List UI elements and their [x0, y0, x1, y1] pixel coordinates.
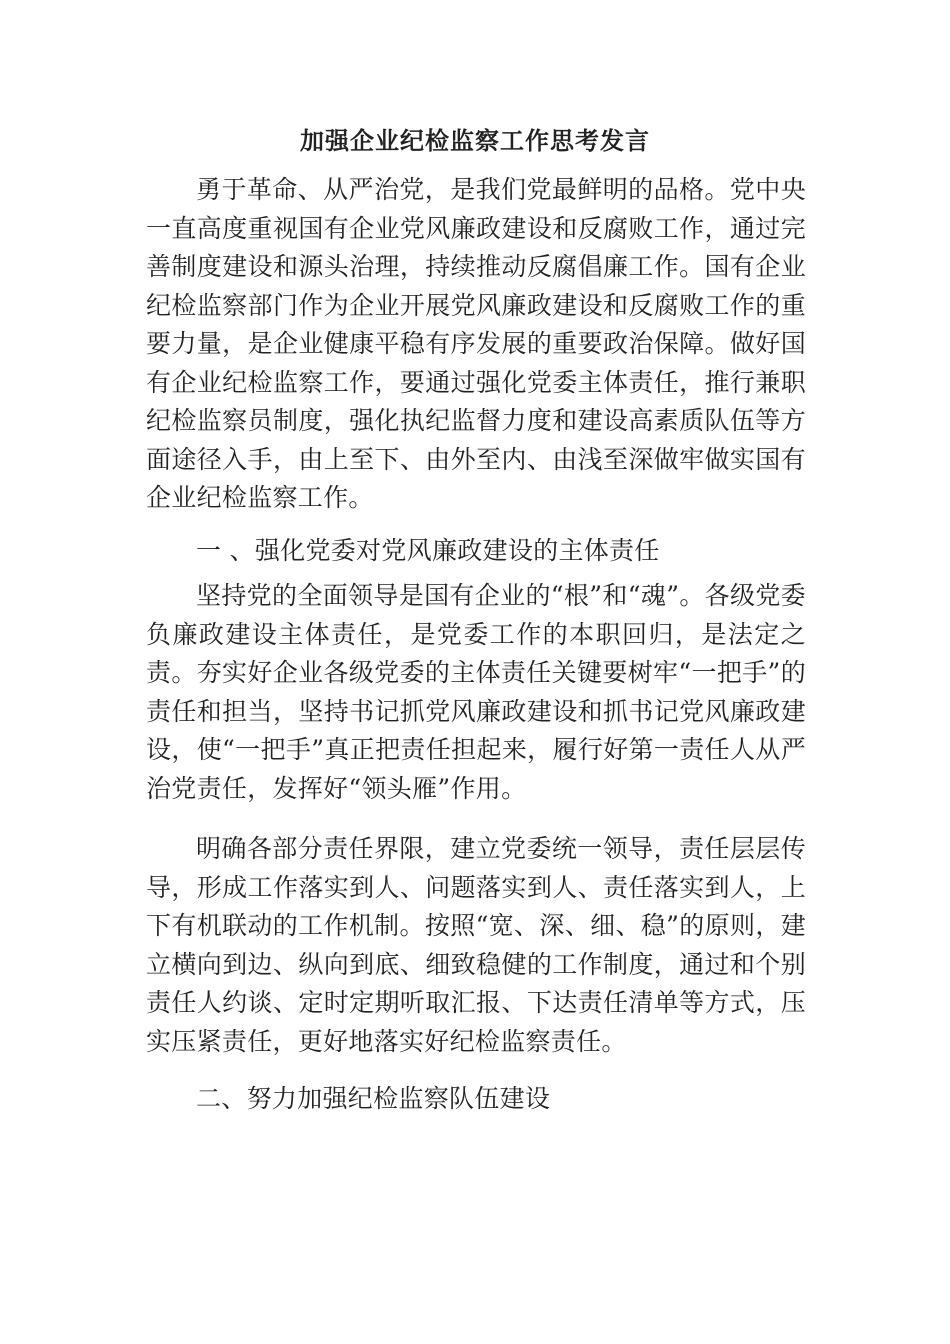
section1-paragraph-1: 坚持党的全面领导是国有企业的“根”和“魂”。各级党委负廉政建设主体责任，是党委工作的本职回归，是法定之责。夯实好企业各级党委的主体责任关键要树牢“一把手”的责任和担当，坚持书记抓党风廉政建设和抓书记党风廉政建设，使“一把手”真正把责任担起来，履行好第一责任人从严治党责任，发挥好“领头雁”作用。 [146, 581, 806, 803]
document-title: 加强企业纪检监察工作思考发言 [300, 126, 650, 155]
section-heading-1: 一 、强化党委对党风廉政建设的主体责任 [196, 536, 660, 565]
section-heading-2: 二、努力加强纪检监察队伍建设 [196, 1084, 551, 1113]
section1-paragraph-2: 明确各部分责任界限，建立党委统一领导，责任层层传导，形成工作落实到人、问题落实到人、责任落实到人，上下有机联动的工作机制。按照“宽、深、细、稳”的原则，建立横向到边、纵向到底、细致稳健的工作制度，通过和个别责任人约谈、定时定期听取汇报、下达责任清单等方式，压实压紧责任，更好地落实好纪检监察责任。 [146, 834, 806, 1056]
intro-paragraph: 勇于革命、从严治党，是我们党最鲜明的品格。党中央一直高度重视国有企业党风廉政建设和反腐败工作，通过完善制度建设和源头治理，持续推动反腐倡廉工作。国有企业纪检监察部门作为企业开展党风廉政建设和反腐败工作的重要力量，是企业健康平稳有序发展的重要政治保障。做好国有企业纪检监察工作，要通过强化党委主体责任，推行兼职纪检监察员制度，强化执纪监督力度和建设高素质队伍等方面途径入手，由上至下、由外至内、由浅至深做牢做实国有企业纪检监察工作。 [146, 175, 806, 512]
